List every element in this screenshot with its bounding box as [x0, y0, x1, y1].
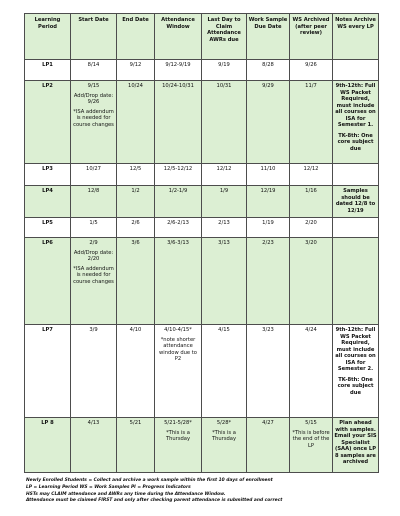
- start-date-cell-line: Add/Drop date: 2/20: [73, 249, 114, 262]
- table-row: [25, 186, 379, 218]
- header-last-day-to-claim: Last Day to Claim Attendance AWRs due: [202, 14, 247, 60]
- table-row: [25, 81, 379, 164]
- last-day-claim-cell: [202, 238, 247, 325]
- learning-period-cell: [25, 186, 71, 218]
- learning-period-cell-line: LP4: [42, 188, 53, 194]
- attendance-window-cell: [155, 186, 202, 218]
- ws-archived-cell: [290, 60, 333, 81]
- learning-period-cell-line: LP 8: [41, 420, 54, 426]
- notes-cell-line: Plan ahead with samples. Email your SIS Specialist (SAA) once LP 8 samples are archived: [334, 420, 377, 465]
- ws-archived-cell-line: 5/15: [305, 420, 317, 426]
- start-date-cell-line: *ISA addendum is needed for course changes: [73, 265, 114, 285]
- last-day-claim-cell: [202, 60, 247, 81]
- header-learning-period: Learning Period: [25, 14, 71, 60]
- learning-period-cell-line: LP6: [42, 240, 53, 246]
- end-date-cell: [117, 164, 155, 186]
- attendance-window-cell: [155, 418, 202, 473]
- ws-archived-cell-line: 1/16: [305, 188, 317, 194]
- start-date-cell-line: 10/27: [86, 166, 101, 172]
- start-date-cell-line: 1/5: [89, 220, 98, 226]
- last-day-claim-cell-line: 5/28*: [216, 420, 232, 426]
- learning-period-cell: [25, 238, 71, 325]
- table-row: [25, 218, 379, 238]
- learning-period-cell-line: LP7: [42, 327, 53, 333]
- end-date-cell: [117, 325, 155, 418]
- attendance-window-cell-line: *This is a Thursday: [165, 429, 191, 442]
- attendance-window-cell-line: 4/10-4/15*: [164, 327, 192, 333]
- notes-cell-line: TK-8th: One core subject due: [337, 376, 374, 396]
- learning-period-cell-line: LP1: [42, 62, 53, 68]
- last-day-claim-cell-line: 4/15: [218, 327, 230, 333]
- end-date-cell: [117, 238, 155, 325]
- learning-period-cell: [25, 325, 71, 418]
- ws-archived-cell: [290, 81, 333, 164]
- end-date-cell: [117, 60, 155, 81]
- learning-period-cell-line: LP3: [42, 166, 53, 172]
- table-body: [25, 60, 379, 473]
- end-date-cell-line: 12/5: [129, 166, 142, 172]
- work-sample-due-cell: [247, 418, 290, 473]
- attendance-window-cell-line: 10/24-10/31: [162, 83, 194, 89]
- last-day-claim-cell: [202, 81, 247, 164]
- attendance-window-cell: [155, 164, 202, 186]
- start-date-cell-line: 2/9: [89, 240, 98, 246]
- work-sample-due-cell: [247, 81, 290, 164]
- attendance-window-cell: [155, 81, 202, 164]
- ws-archived-cell: [290, 325, 333, 418]
- end-date-cell-line: 1/2: [131, 188, 140, 194]
- learning-period-cell: [25, 164, 71, 186]
- learning-period-cell-line: LP2: [42, 83, 53, 89]
- attendance-window-cell: [155, 218, 202, 238]
- start-date-cell: [71, 218, 117, 238]
- last-day-claim-cell: [202, 186, 247, 218]
- ws-archived-cell: [290, 186, 333, 218]
- last-day-claim-cell: [202, 164, 247, 186]
- header-attendance-window: Attendance Window: [155, 14, 202, 60]
- last-day-claim-cell-line: 12/12: [216, 166, 232, 172]
- work-sample-due-cell-line: 3/23: [262, 327, 274, 333]
- ws-archived-cell-line: 4/24: [305, 327, 317, 333]
- notes-cell: [333, 238, 379, 325]
- end-date-cell-line: 10/24: [128, 83, 143, 89]
- ws-archived-cell: [290, 238, 333, 325]
- last-day-claim-cell-line: 9/19: [218, 62, 230, 68]
- attendance-window-cell: [155, 325, 202, 418]
- work-sample-due-cell-line: 12/19: [260, 188, 276, 194]
- notes-cell-line: 9th-12th: Full WS Packet Required, must include all courses on ISA for Semester 1.: [335, 83, 376, 128]
- notes-cell: [333, 81, 379, 164]
- attendance-window-cell-line: 2/6-2/13: [167, 220, 189, 226]
- ws-archived-cell-line: *This is before the end of the LP: [292, 429, 330, 449]
- attendance-window-cell-line: 5/21-5/28*: [164, 420, 192, 426]
- start-date-cell: [71, 418, 117, 473]
- start-date-cell-line: Add/Drop date: 9/26: [73, 92, 114, 105]
- start-date-cell-line: 4/13: [87, 420, 100, 426]
- work-sample-due-cell-line: 8/28: [262, 62, 274, 68]
- end-date-cell: [117, 186, 155, 218]
- learning-period-cell: [25, 218, 71, 238]
- start-date-cell: [71, 164, 117, 186]
- work-sample-due-cell: [247, 164, 290, 186]
- learning-period-table: [24, 13, 379, 473]
- ws-archived-cell-line: 9/26: [305, 62, 317, 68]
- table-row: [25, 60, 379, 81]
- work-sample-due-cell: [247, 238, 290, 325]
- table-row: [25, 325, 379, 418]
- start-date-cell-line: 12/8: [87, 188, 100, 194]
- footer-line: Attendance must be claimed FIRST and only after checking parent attendance is submitted and correct: [26, 498, 283, 504]
- work-sample-due-cell-line: 1/19: [262, 220, 274, 226]
- learning-period-cell: [25, 418, 71, 473]
- last-day-claim-cell-line: 2/13: [218, 220, 230, 226]
- ws-archived-cell: [290, 164, 333, 186]
- end-date-cell-line: 9/12: [129, 62, 142, 68]
- work-sample-due-cell-line: 2/23: [262, 240, 274, 246]
- notes-cell-line: 9th-12th: Full WS Packet Required, must include all courses on ISA for Semester 2.: [335, 327, 376, 372]
- header-ws-archived: WS Archived (after peer review): [290, 14, 333, 60]
- attendance-window-cell-line: 9/12-9/19: [165, 62, 191, 68]
- header-notes: Notes Archive WS every LP: [333, 14, 379, 60]
- notes-cell: [333, 164, 379, 186]
- end-date-cell-line: 3/6: [131, 240, 140, 246]
- learning-period-cell-line: LP5: [42, 220, 53, 226]
- end-date-cell: [117, 81, 155, 164]
- start-date-cell-line: *ISA addendum is needed for course changes: [73, 108, 114, 128]
- attendance-window-cell-line: *note shorter attendance window due to P2: [159, 336, 197, 362]
- ws-archived-cell: [290, 418, 333, 473]
- notes-cell: [333, 186, 379, 218]
- work-sample-due-cell: [247, 218, 290, 238]
- start-date-cell-line: 9/15: [87, 83, 100, 89]
- last-day-claim-cell: [202, 325, 247, 418]
- table-row: [25, 418, 379, 473]
- start-date-cell: [71, 325, 117, 418]
- attendance-window-cell: [155, 238, 202, 325]
- end-date-cell: [117, 218, 155, 238]
- last-day-claim-cell-line: 10/31: [216, 83, 232, 89]
- ws-archived-cell-line: 3/20: [305, 240, 317, 246]
- work-sample-due-cell-line: 9/29: [262, 83, 274, 89]
- work-sample-due-cell-line: 11/10: [260, 166, 276, 172]
- end-date-cell-line: 2/6: [131, 220, 140, 226]
- header-start-date: Start Date: [71, 14, 117, 60]
- last-day-claim-cell-line: *This is a Thursday: [211, 429, 237, 442]
- footer-line: HSTs may CLAIM attendance and AWRs any time during the Attendance Window.: [26, 491, 226, 497]
- footer-line: LP = Learning Period WS = Work Samples PI = Progress Indicators: [26, 484, 191, 490]
- footer-notes: [26, 478, 376, 505]
- attendance-window-cell-line: 1/2-1/9: [168, 188, 188, 194]
- last-day-claim-cell-line: 3/13: [218, 240, 230, 246]
- header-end-date: End Date: [117, 14, 155, 60]
- ws-archived-cell-line: 2/20: [305, 220, 317, 226]
- start-date-cell-line: 3/9: [89, 327, 98, 333]
- last-day-claim-cell-line: 1/9: [219, 188, 229, 194]
- attendance-window-cell-line: 3/6-3/13: [167, 240, 189, 246]
- notes-cell-line: TK-8th: One core subject due: [337, 132, 374, 152]
- end-date-cell-line: 5/21: [129, 420, 142, 426]
- end-date-cell: [117, 418, 155, 473]
- last-day-claim-cell: [202, 418, 247, 473]
- start-date-cell: [71, 60, 117, 81]
- notes-cell-line: Samples should be dated 12/8 to 12/19: [335, 188, 376, 214]
- last-day-claim-cell: [202, 218, 247, 238]
- notes-cell: [333, 218, 379, 238]
- start-date-cell: [71, 81, 117, 164]
- work-sample-due-cell: [247, 325, 290, 418]
- learning-period-cell: [25, 60, 71, 81]
- work-sample-due-cell-line: 4/27: [262, 420, 274, 426]
- notes-cell: [333, 325, 379, 418]
- ws-archived-cell: [290, 218, 333, 238]
- learning-period-cell: [25, 81, 71, 164]
- ws-archived-cell-line: 12/12: [303, 166, 319, 172]
- work-sample-due-cell: [247, 60, 290, 81]
- start-date-cell: [71, 238, 117, 325]
- attendance-window-cell: [155, 60, 202, 81]
- notes-cell: [333, 418, 379, 473]
- header-row: [25, 14, 379, 60]
- end-date-cell-line: 4/10: [129, 327, 142, 333]
- attendance-window-cell-line: 12/5-12/12: [163, 166, 193, 172]
- work-sample-due-cell: [247, 186, 290, 218]
- start-date-cell: [71, 186, 117, 218]
- start-date-cell-line: 8/14: [87, 62, 100, 68]
- table-row: [25, 164, 379, 186]
- footer-line: Newly Enrolled Students = Collect and archive a work sample within the first 10 days of enrollment: [26, 478, 273, 483]
- notes-cell: [333, 60, 379, 81]
- header-work-sample-due: Work Sample Due Date: [247, 14, 290, 60]
- ws-archived-cell-line: 11/7: [305, 83, 317, 89]
- table-row: [25, 238, 379, 325]
